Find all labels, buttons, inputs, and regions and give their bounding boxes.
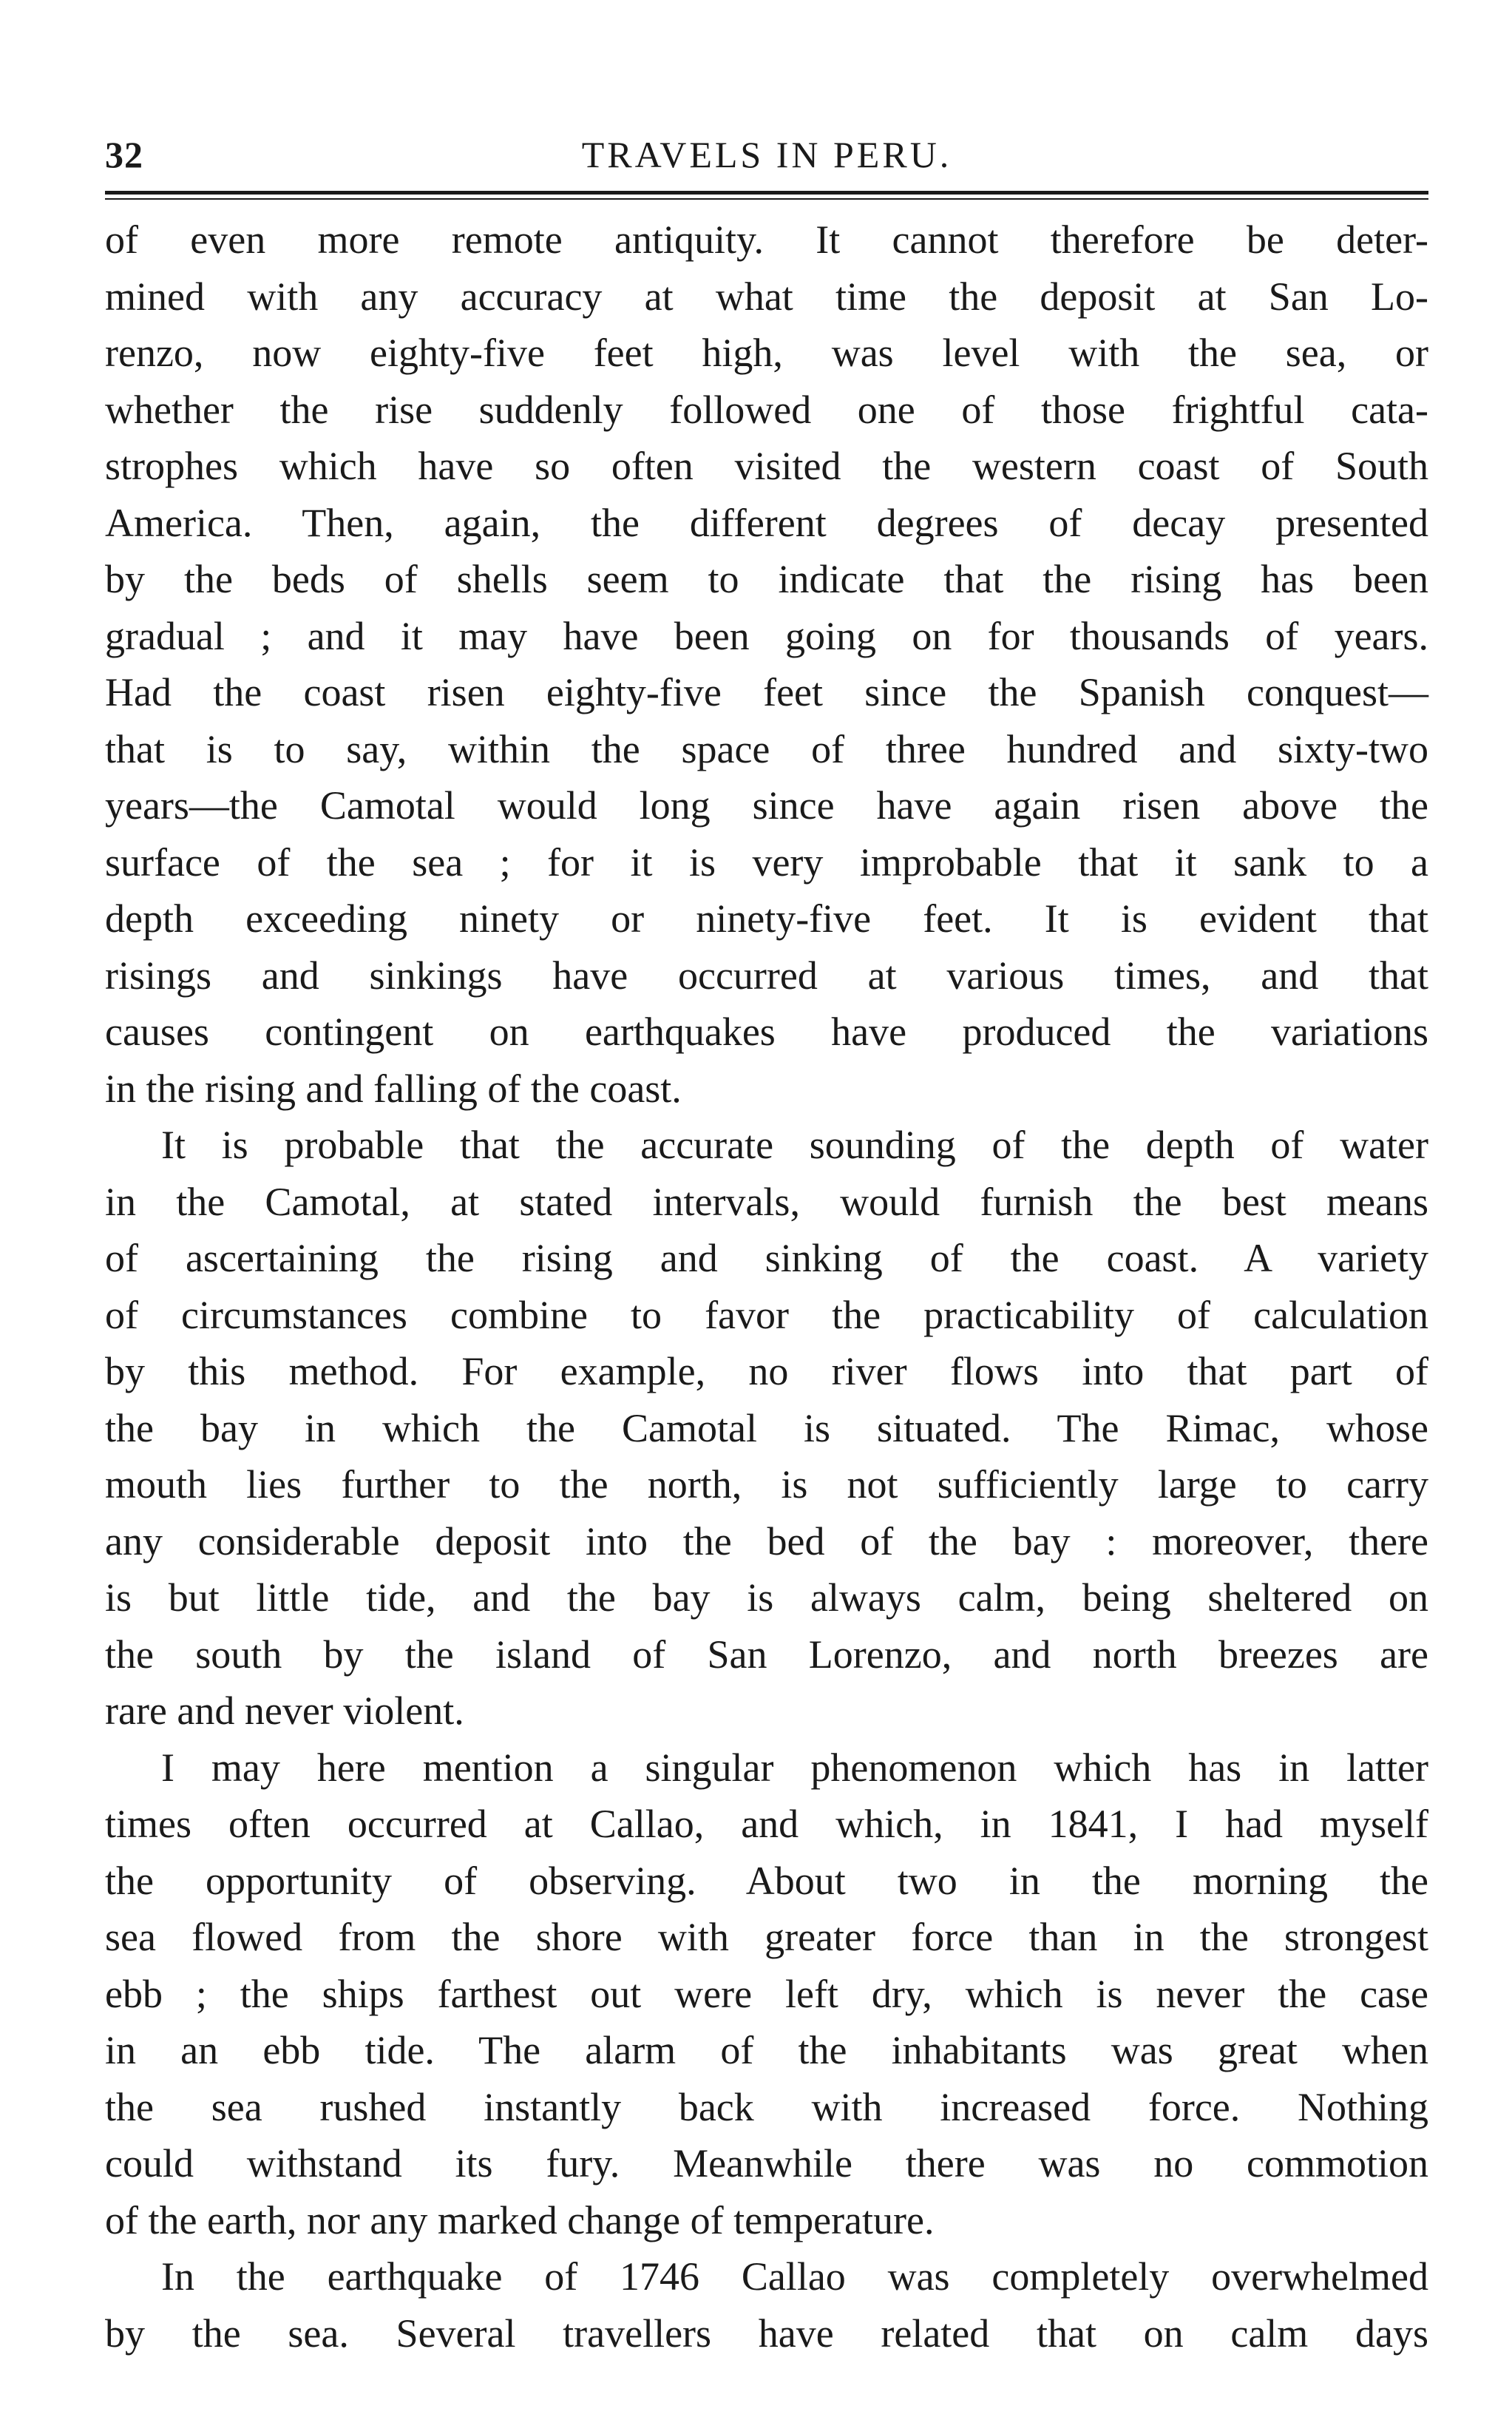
text-line: ebb ; the ships farthest out were left dry, which is never the case: [105, 1971, 1428, 2016]
text-line: renzo, now eighty-five feet high, was level with the sea, or: [105, 331, 1428, 375]
text-line: the south by the island of San Lorenzo, and north breezes are: [105, 1632, 1428, 1677]
text-line: It is probable that the accurate sounding of the depth of water: [161, 1123, 1428, 1167]
text-line: by the beds of shells seem to indicate that the rising has been: [105, 557, 1428, 601]
text-line: by this method. For example, no river flows into that part of: [105, 1349, 1428, 1393]
text-line: the sea rushed instantly back with increased force. Nothing: [105, 2084, 1428, 2129]
text-line: could withstand its fury. Meanwhile there was no commotion: [105, 2141, 1428, 2185]
text-line: years—the Camotal would long since have again risen above the: [105, 783, 1428, 828]
text-line: in the rising and falling of the coast.: [105, 1066, 682, 1111]
running-head: [105, 133, 1428, 178]
text-line: strophes which have so often visited the western coast of South: [105, 444, 1428, 488]
header-rule-thin: [105, 198, 1428, 200]
text-line: sea flowed from the shore with greater force than in the strongest: [105, 1915, 1428, 1959]
text-line: of even more remote antiquity. It cannot therefore be deter-: [105, 217, 1428, 262]
text-line: times often occurred at Callao, and which, in 1841, I had myself: [105, 1802, 1428, 1846]
text-line: mined with any accuracy at what time the deposit at San Lo-: [105, 274, 1428, 319]
header-rule-thick: [105, 191, 1428, 195]
text-line: in the Camotal, at stated intervals, would furnish the best means: [105, 1179, 1428, 1224]
text-line: mouth lies further to the north, is not sufficiently large to carry: [105, 1462, 1428, 1507]
paragraph-4: [105, 2248, 1428, 2362]
running-title: TRAVELS IN PERU.: [581, 134, 952, 175]
text-line: the bay in which the Camotal is situated. The Rimac, whose: [105, 1405, 1428, 1450]
text-line: of the earth, nor any marked change of temperature.: [105, 2197, 935, 2242]
text-line: causes contingent on earthquakes have produced the variations: [105, 1010, 1428, 1054]
text-line: risings and sinkings have occurred at various times, and that: [105, 953, 1428, 998]
text-line: Had the coast risen eighty-five feet since the Spanish conquest—: [105, 670, 1428, 714]
text-line: in an ebb tide. The alarm of the inhabitants was great when: [105, 2028, 1428, 2072]
paragraph-1: [105, 212, 1428, 1117]
text-line: of circumstances combine to favor the practicability of calculation: [105, 1292, 1428, 1337]
text-line: the opportunity of observing. About two in the morning the: [105, 1858, 1428, 1903]
text-line: surface of the sea ; for it is very improbable that it sank to a: [105, 839, 1428, 885]
body-text: [105, 212, 1428, 2362]
text-line: any considerable deposit into the bed of the bay : moreover, there: [105, 1518, 1428, 1563]
text-line: by the sea. Several travellers have related that on calm days: [105, 2310, 1428, 2356]
text-line: whether the rise suddenly followed one of those frightful cata-: [105, 387, 1428, 432]
text-line: of ascertaining the rising and sinking of the coast. A variety: [105, 1236, 1428, 1280]
text-line: gradual ; and it may have been going on for thousands of years.: [105, 613, 1428, 658]
page-number: 32: [105, 134, 143, 175]
text-line: I may here mention a singular phenomenon which has in latter: [161, 1745, 1428, 1790]
text-line: rare and never violent.: [105, 1688, 464, 1733]
text-line: is but little tide, and the bay is always calm, being sheltered on: [105, 1575, 1428, 1620]
paragraph-3: [105, 1740, 1428, 2249]
text-line: In the earthquake of 1746 Callao was completely overwhelmed: [161, 2254, 1428, 2299]
text-line: depth exceeding ninety or ninety-five feet. It is evident that: [105, 896, 1428, 941]
paragraph-2: [105, 1117, 1428, 1740]
text-line: that is to say, within the space of three hundred and sixty-two: [105, 726, 1428, 771]
text-line: America. Then, again, the different degrees of decay presented: [105, 500, 1428, 545]
